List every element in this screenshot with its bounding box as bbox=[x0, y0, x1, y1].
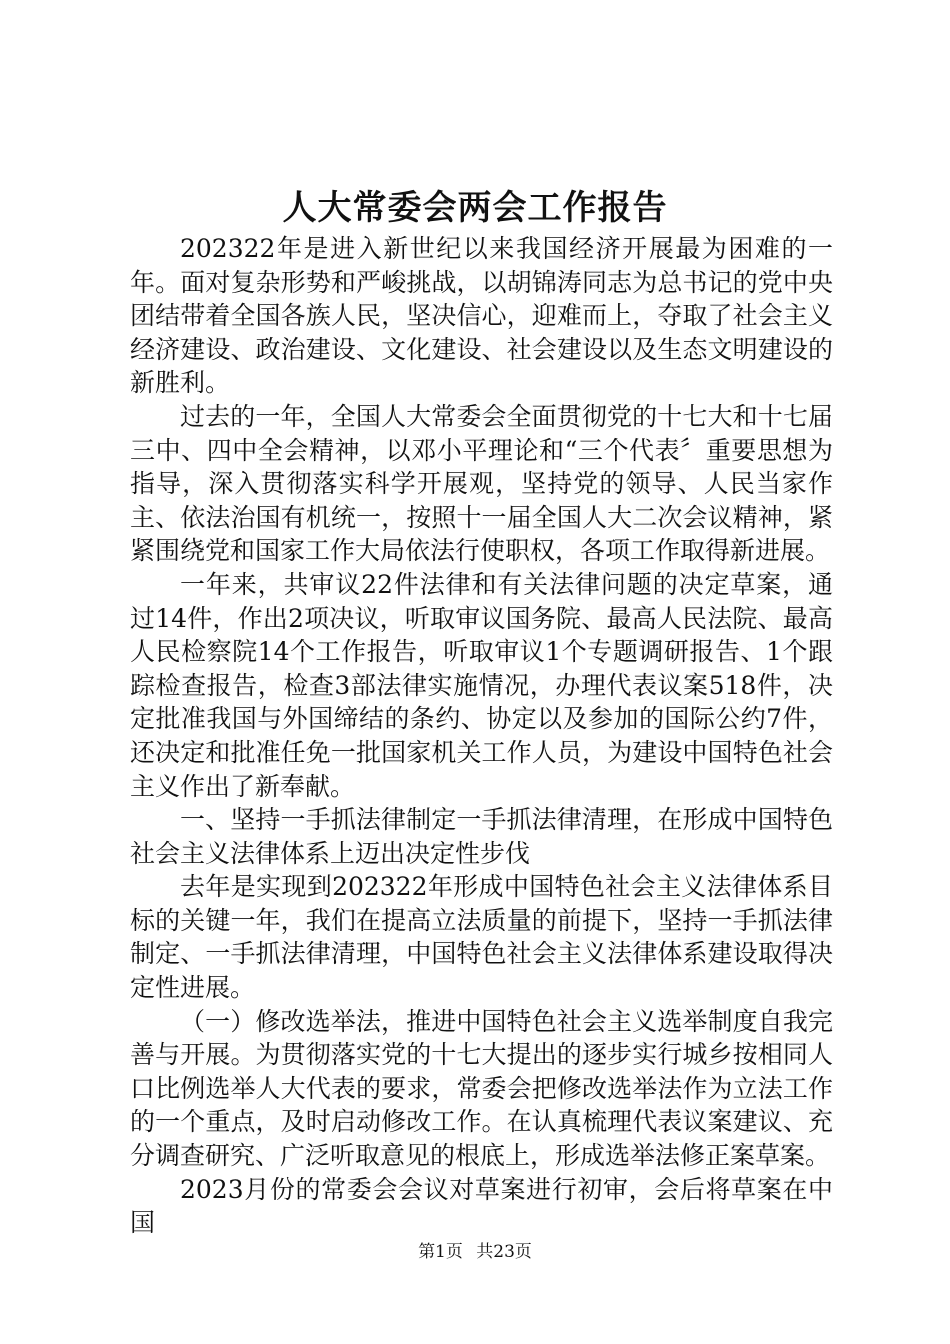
section-heading-1: 一、坚持一手抓法律制定一手抓法律清理，在形成中国特色社会主义法律体系上迈出决定性步伐 bbox=[130, 805, 833, 868]
paragraph-4: 去年是实现到202322年形成中国特色社会主义法律体系目标的关键一年，我们在提高立法质量的前提下，坚持一手抓法律制定、一手抓法律清理，中国特色社会主义法律体系建设取得决定性进展。 bbox=[130, 872, 833, 1003]
document-title: 人大常委会两会工作报告 bbox=[282, 188, 668, 228]
paragraph-6: 2023月份的常委会会议对草案进行初审，会后将草案在中国 bbox=[130, 1174, 833, 1238]
paragraph-3: 一年来，共审议22件法律和有关法律问题的决定草案，通过14件，作出2项决议，听取审议国务院、最高人民法院、最高人民检察院14个工作报告，听取审议1个专题调研报告、1个跟踪检查报告，检查3部法律实施情况，办理代表议案518件，决定批准我国与外国缔结的条约、协定以及参加的国际公约7件，还决定和批准任免一批国家机关工作人员，为建设中国特色社会主义作出了新奉献。 bbox=[130, 569, 833, 801]
page-footer bbox=[0, 1240, 950, 1264]
paragraph-2: 过去的一年，全国人大常委会全面贯彻党的十七大和十七届三中、四中全会精神，以邓小平理论和“三个代表〞重要思想为指导，深入贯彻落实科学开展观，坚持党的领导、人民当家作主、依法治国有机统一，按照十一届全国人大二次会议精神，紧紧围绕党和国家工作大局依法行使职权，各项工作取得新进展。 bbox=[130, 401, 833, 566]
page-number: 第1页 bbox=[418, 1242, 463, 1262]
paragraph-5: （一）修改选举法，推进中国特色社会主义选举制度自我完善与开展。为贯彻落实党的十七大提出的逐步实行城乡按相同人口比例选举人大代表的要求，常委会把修改选举法作为立法工作的一个重点，及时启动修改工作。在认真梳理代表议案建议、充分调查研究、广泛听取意见的根底上，形成选举法修正案草案。 bbox=[130, 1006, 833, 1171]
page-total: 共23页 bbox=[476, 1242, 532, 1262]
document-body bbox=[130, 232, 833, 1240]
paragraph-1: 202322年是进入新世纪以来我国经济开展最为困难的一年。面对复杂形势和严峻挑战，以胡锦涛同志为总书记的党中央团结带着全国各族人民，坚决信心，迎难而上，夺取了社会主义经济建设、政治建设、文化建设、社会建设以及生态文明建设的新胜利。 bbox=[130, 234, 833, 398]
